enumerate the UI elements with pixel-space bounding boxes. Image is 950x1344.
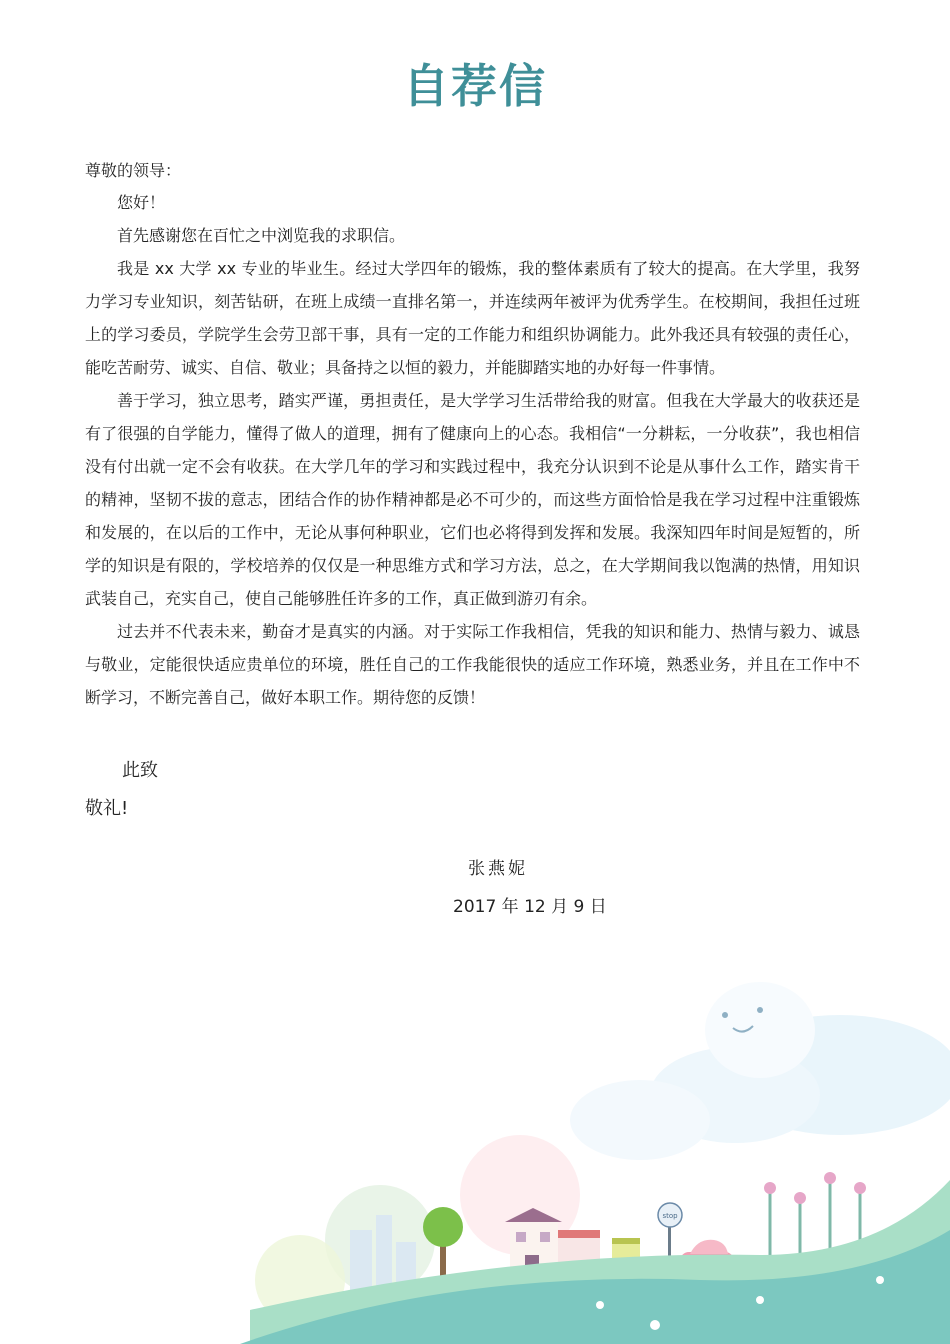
paragraph-closing: 过去并不代表未来，勤奋才是真实的内涵。对于实际工作我相信，凭我的知识和能力、热情与毅力、诚恳与敬业，定能很快适应贵单位的环境，胜任自己的工作我能很快的适应工作环境，熟悉业务，并且在工作中不断学习，不断完善自己，做好本职工作。期待您的反馈！ xyxy=(85,622,860,707)
signature-date: 2017 年 12 月 9 日 xyxy=(453,897,607,917)
paragraph-intro: 我是 xx 大学 xx 专业的毕业生。经过大学四年的锻炼，我的整体素质有了较大的提高。在大学里，我努力学习专业知识，刻苦钻研，在班上成绩一直排名第一，并连续两年被评为优秀学生。在校期间，我担任过班上的学习委员，学院学生会劳卫部干事，具有一定的工作能力和组织协调能力。此外我还具有较强的责任心，能吃苦耐劳、诚实、自信、敬业；具备持之以恒的毅力，并能脚踏实地的办好每一件事情。 xyxy=(85,259,860,377)
salutation: 尊敬的领导： xyxy=(85,161,182,180)
decorative-illustration xyxy=(0,980,950,1344)
stop-sign-text: stop xyxy=(662,1212,678,1220)
closing-line-1: 此致 xyxy=(122,760,158,781)
letter-body xyxy=(85,186,860,714)
paragraph-thanks: 首先感谢您在百忙之中浏览我的求职信。 xyxy=(117,226,406,245)
paragraph-greeting: 您好！ xyxy=(117,193,166,212)
paragraph-learning: 善于学习，独立思考，踏实严谨，勇担责任，是大学学习生活带给我的财富。但我在大学最大的收获还是有了很强的自学能力，懂得了做人的道理，拥有了健康向上的心态。我相信“一分耕耘，一分收获”，我也相信没有付出就一定不会有收获。在大学几年的学习和实践过程中，我充分认识到不论是从事什么工作，踏实肯干的精神，坚韧不拔的意志，团结合作的协作精神都是必不可少的，而这些方面恰恰是我在学习过程中注重锻炼和发展的，在以后的工作中，无论从事何种职业，它们也必将得到发挥和发展。我深知四年时间是短暂的，所学的知识是有限的，学校培养的仅仅是一种思维方式和学习方法，总之，在大学期间我以饱满的热情，用知识武装自己，充实自己，使自己能够胜任许多的工作，真正做到游刃有余。 xyxy=(85,391,860,608)
page-title: 自荐信 xyxy=(403,59,547,113)
closing-line-2: 敬礼! xyxy=(85,798,129,819)
signature-name: 张燕妮 xyxy=(468,859,528,879)
